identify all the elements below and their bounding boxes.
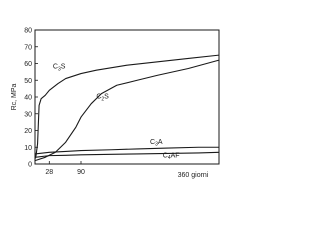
series-label-main: C bbox=[162, 152, 168, 160]
y-tick-label: 50 bbox=[24, 77, 32, 85]
plot-frame bbox=[35, 30, 219, 164]
y-tick-label: 60 bbox=[24, 61, 32, 68]
series-label-subscript: 3 bbox=[57, 66, 61, 73]
series-label-end: S bbox=[60, 63, 66, 71]
series-label-end: S bbox=[104, 93, 109, 101]
x-axis bbox=[45, 161, 85, 176]
y-axis-title: Rc, MPa bbox=[11, 83, 18, 111]
series-label-main: C bbox=[96, 93, 102, 101]
x-tick-label: 90 bbox=[77, 169, 85, 176]
series-group bbox=[35, 55, 219, 161]
series-label-main: C bbox=[150, 138, 156, 146]
series-label-end: A bbox=[157, 138, 163, 146]
series-label-c4af bbox=[163, 152, 180, 161]
series-line-c4af bbox=[35, 152, 219, 160]
y-tick-label: 80 bbox=[24, 27, 32, 35]
series-label-c3a bbox=[150, 139, 163, 148]
series-line-c3s bbox=[35, 55, 219, 162]
y-tick-label: 70 bbox=[24, 44, 32, 52]
series-line-c2s bbox=[35, 60, 219, 160]
series-label-c3s bbox=[53, 64, 66, 73]
y-tick-label: 40 bbox=[24, 94, 32, 102]
series-label-subscript: 3 bbox=[155, 141, 158, 148]
y-axis bbox=[24, 28, 38, 169]
series-label-subscript: 4 bbox=[167, 155, 171, 162]
x-tick-label: 28 bbox=[45, 169, 54, 176]
y-tick-label: 20 bbox=[24, 128, 32, 135]
series-label-c2s bbox=[96, 94, 109, 103]
y-tick-label: 0 bbox=[28, 161, 32, 169]
series-labels bbox=[53, 64, 180, 162]
x-axis-title: 360 giorni bbox=[177, 172, 209, 179]
series-label-end: AF bbox=[170, 152, 180, 160]
series-label-subscript: 2 bbox=[101, 96, 105, 103]
y-tick-label: 30 bbox=[24, 111, 32, 119]
series-label-main: C bbox=[52, 63, 58, 71]
y-tick-label: 10 bbox=[24, 144, 32, 152]
